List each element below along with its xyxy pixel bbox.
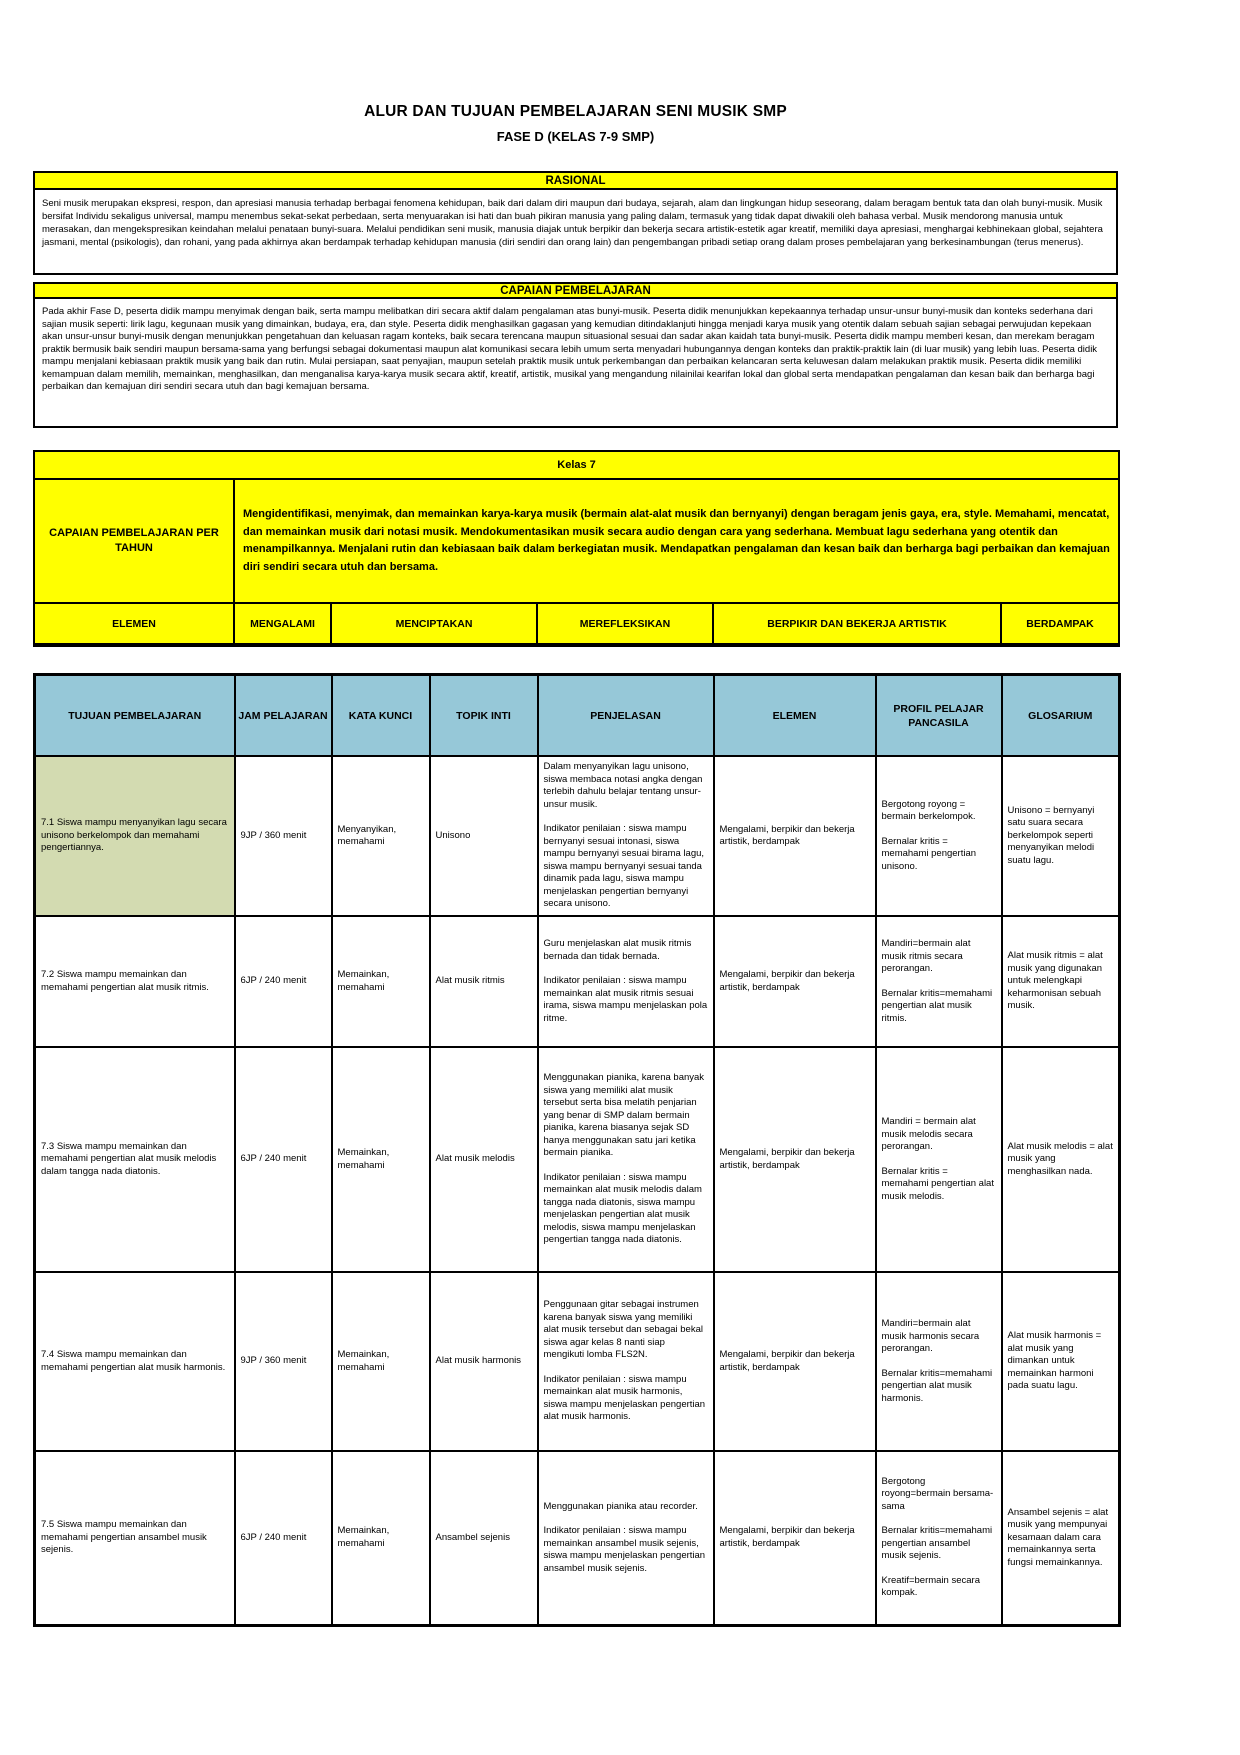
cell-kata-kunci: Memainkan, memahami xyxy=(332,1272,430,1451)
cell-elemen: Mengalami, berpikir dan bekerja artistik, berdampak xyxy=(714,1272,876,1451)
cell-kata-kunci: Memainkan, memahami xyxy=(332,916,430,1047)
cell-elemen: Mengalami, berpikir dan bekerja artistik, berdampak xyxy=(714,1451,876,1625)
penjelasan-paragraph: Indikator penilaian : siswa mampu memainkan alat musik melodis dalam tangga nada diatonis, siswa mampu menjelaskan pengertian alat musik melodis, siswa mampu menjelaskan pengertian tangga nada diatonis. xyxy=(543,1171,702,1246)
rasional-body: Seni musik merupakan ekspresi, respon, dan apresiasi manusia terhadap berbagai fenomena kehidupan, baik dari dalam diri maupun dari budaya, sejarah, alam dan lingkungan hidup seseorang, dalam beragam bentuk tata dan olah bunyi-musik. Musik bersifat Individu sekaligus universal, mampu menembus sekat-sekat perbedaan, serta menyuarakan isi hati dan buah pikiran manusia yang paling dalam, termasuk yang tidak dapat diwakili oleh bahasa verbal. Musik mendorong manusia untuk merasakan, dan mengekspresikan keindahan melalui penataan bunyi-suara. Melalui pendidikan seni musik, manusia diajak untuk berpikir dan bekerja secara artistik-estetik agar kreatif, memiliki daya apresiasi, menghargai kebhinekaan global, sejahtera jasmani, mental (psikologis), dan rohani, yang pada akhirnya akan berdampak terhadap kehidupan manusia (diri sendiri dan orang lain) dan pengembangan pribadi setiap orang dalam proses pembelajaran yang berkesinambungan (terus menerus). xyxy=(33,190,1118,275)
cell-elemen: Mengalami, berpikir dan bekerja artistik, berdampak xyxy=(714,1047,876,1272)
cell-kata-kunci: Menyanyikan, memahami xyxy=(332,756,430,916)
cell-tujuan: 7.3 Siswa mampu memainkan dan memahami pengertian alat musik melodis dalam tangga nada diatonis. xyxy=(35,1047,235,1272)
cell-topik-inti: Ansambel sejenis xyxy=(430,1451,538,1625)
table-row xyxy=(35,1272,1120,1451)
cell-glosarium: Alat musik harmonis = alat musik yang dimankan untuk memainkan harmoni pada suatu lagu. xyxy=(1002,1272,1120,1451)
cell-tujuan: 7.5 Siswa mampu memainkan dan memahami pengertian ansambel musik sejenis. xyxy=(35,1451,235,1625)
table-row xyxy=(35,1047,1120,1272)
cell-profil xyxy=(876,1047,1002,1272)
cell-penjelasan xyxy=(538,756,714,916)
profil-paragraph: Bernalar kritis=memahami pengertian ansambel musik sejenis. xyxy=(881,1525,993,1562)
cell-topik-inti: Alat musik ritmis xyxy=(430,916,538,1047)
penjelasan-paragraph: Indikator penilaian : siswa mampu bernyanyi sesuai intonasi, siswa mampu bernyanyi sesuai birama lagu, siswa mampu bernyanyi sesuai tanda dinamik pada lagu, siswa mampu menjelaskan pengertian bernyanyi secara unisono. xyxy=(543,823,705,910)
table-row xyxy=(35,1451,1120,1625)
cell-profil xyxy=(876,1451,1002,1625)
table-header-row xyxy=(35,675,1120,757)
cell-topik-inti: Unisono xyxy=(430,756,538,916)
elemen-menciptakan: MENCIPTAKAN xyxy=(331,603,537,645)
profil-paragraph: Bernalar kritis = memahami pengertian unisono. xyxy=(881,835,977,872)
cell-profil xyxy=(876,1272,1002,1451)
table-row xyxy=(35,916,1120,1047)
kelas7-table xyxy=(33,450,1120,647)
cell-jam: 6JP / 240 menit xyxy=(235,916,332,1047)
penjelasan-paragraph: Indikator penilaian : siswa mampu memainkan ansambel musik sejenis, siswa mampu menjelaskan pengertian ansambel musik sejenis. xyxy=(543,1525,706,1574)
penjelasan-paragraph: Menggunakan pianika atau recorder. xyxy=(543,1500,698,1512)
cell-elemen: Mengalami, berpikir dan bekerja artistik, berdampak xyxy=(714,916,876,1047)
cell-profil xyxy=(876,916,1002,1047)
tujuan-pembelajaran-table xyxy=(33,673,1121,1627)
cell-penjelasan xyxy=(538,1272,714,1451)
cell-penjelasan xyxy=(538,1047,714,1272)
col-header-profil: PROFIL PELAJAR PANCASILA xyxy=(876,675,1002,757)
elemen-berpikir-artistik: BERPIKIR DAN BEKERJA ARTISTIK xyxy=(713,603,1001,645)
cell-tujuan: 7.2 Siswa mampu memainkan dan memahami pengertian alat musik ritmis. xyxy=(35,916,235,1047)
capaian-body: Pada akhir Fase D, peserta didik mampu menyimak dengan baik, serta mampu melibatkan diri secara aktif dalam pengalaman atas bunyi-musik. Peserta didik menunjukkan kepekaannya terhadap unsur-unsur bunyi-musik dan konteks sederhana dari sajian musik seperti: lirik lagu, kegunaan musik yang dimainkan, budaya, era, dan style. Peserta didik menghasilkan gagasan yang kemudian ditindaklanjuti hingga menjadi karya musik yang otentik dalam sebuah sajian sebagai perwujudan kepekaan akan unsur-unsur bunyi-musik dengan menunjukkan pengetahuan dan keluasan ragam konteks, baik secara terencana maupun situasional sesuai dan sadar akan kaidah tata bunyi-musik. Peserta didik mampu memberi kesan, dan merekam beragam praktik bermusik baik sendiri maupun bersama-sama yang berfungsi sebagai dokumentasi maupun alat komunikasi secara lebih umum serta menyadari hubungannya dengan konteks dan praktik-praktik lain (di luar musik) yang lebih luas. Peserta didik mampu menjalani kebiasaan praktik musik yang baik dan rutin. Mulai persiapan, saat penyajian, maupun setelah praktik musik untuk perkembangan dan perbaikan kelancaran serta keluwesan dalam melakukan praktik musik. Peserta didik memiliki kemampuan dalam memilih, memainkan, menghasilkan, dan menganalisa karya-karya musik secara aktif, kreatif, artistik, musikal yang mengandung nilainilai kearifan lokal dan global serta mendapatkan pengalaman dan kesan baik dan berharga bagi perbaikan dan kemajuan diri sendiri secara utuh dan bagi kemajuan bersama. xyxy=(33,299,1118,428)
penjelasan-paragraph: Guru menjelaskan alat musik ritmis bernada dan tidak bernada. xyxy=(543,938,692,962)
capaian-per-tahun-text: Mengidentifikasi, menyimak, dan memainkan karya-karya musik (bermain alat-alat musik dan bernyanyi) dengan beragam jenis gaya, era, style. Memahami, mencatat, dan memainkan musik dari notasi musik. Mendokumentasikan musik secara audio dengan cara yang sederhana. Membuat lagu sederhana yang otentik dan menampilkannya. Menjalani rutin dan kebiasaan baik dalam berkegiatan musik. Mendapatkan pengalaman dan kesan baik dan berharga bagi perbaikan dan kemajuan diri sendiri secara utuh dan bersama. xyxy=(234,479,1119,603)
penjelasan-paragraph: Penggunaan gitar sebagai instrumen karena banyak siswa yang memiliki alat musik tersebut dan sebagai bekal siswa agar kelas 8 nanti siap mengikuti lomba FLS2N. xyxy=(543,1299,703,1361)
profil-paragraph: Bernalar kritis=memahami pengertian alat musik harmonis. xyxy=(881,1367,993,1404)
kelas7-heading: Kelas 7 xyxy=(34,451,1119,479)
col-header-topik-inti: TOPIK INTI xyxy=(430,675,538,757)
cell-topik-inti: Alat musik melodis xyxy=(430,1047,538,1272)
rasional-heading: RASIONAL xyxy=(33,171,1118,190)
cell-jam: 6JP / 240 menit xyxy=(235,1451,332,1625)
profil-paragraph: Bernalar kritis = memahami pengertian alat musik melodis. xyxy=(881,1165,994,1202)
cell-jam: 6JP / 240 menit xyxy=(235,1047,332,1272)
page-subtitle: FASE D (KELAS 7-9 SMP) xyxy=(496,129,655,144)
cell-glosarium: Unisono = bernyanyi satu suara secara berkelompok seperti menyanyikan melodi suatu lagu. xyxy=(1002,756,1120,916)
penjelasan-paragraph: Menggunakan pianika, karena banyak siswa yang memiliki alat musik tersebut serta bisa melatih penjarian yang benar di SMP dalam bermain pianika, karena biasanya sejak SD hanya menggunakan satu jari ketika bermain pianika. xyxy=(543,1072,705,1159)
capaian-per-tahun-label: CAPAIAN PEMBELAJARAN PER TAHUN xyxy=(34,479,234,603)
cell-glosarium: Alat musik ritmis = alat musik yang digunakan untuk melengkapi keharmonisan sebuah musik. xyxy=(1002,916,1120,1047)
table-row xyxy=(35,756,1120,916)
elemen-mengalami: MENGALAMI xyxy=(234,603,331,645)
profil-paragraph: Bernalar kritis=memahami pengertian alat musik ritmis. xyxy=(881,987,993,1024)
col-header-tujuan: TUJUAN PEMBELAJARAN xyxy=(35,675,235,757)
page-title: ALUR DAN TUJUAN PEMBELAJARAN SENI MUSIK SMP xyxy=(364,103,787,120)
col-header-kata-kunci: KATA KUNCI xyxy=(332,675,430,757)
profil-paragraph: Bergotong royong = bermain berkelompok. xyxy=(881,798,976,823)
penjelasan-paragraph: Indikator penilaian : siswa mampu memainkan alat musik ritmis sesuai irama, siswa mampu menjelaskan pola ritme. xyxy=(543,975,708,1024)
capaian-heading: CAPAIAN PEMBELAJARAN xyxy=(33,282,1118,299)
cell-glosarium: Alat musik melodis = alat musik yang menghasilkan nada. xyxy=(1002,1047,1120,1272)
cell-kata-kunci: Memainkan, memahami xyxy=(332,1451,430,1625)
col-header-glosarium: GLOSARIUM xyxy=(1002,675,1120,757)
cell-jam: 9JP / 360 menit xyxy=(235,1272,332,1451)
col-header-elemen: ELEMEN xyxy=(714,675,876,757)
cell-profil xyxy=(876,756,1002,916)
cell-tujuan: 7.4 Siswa mampu memainkan dan memahami pengertian alat musik harmonis. xyxy=(35,1272,235,1451)
profil-paragraph: Kreatif=bermain secara kompak. xyxy=(881,1574,980,1599)
cell-jam: 9JP / 360 menit xyxy=(235,756,332,916)
cell-glosarium: Ansambel sejenis = alat musik yang mempunyai kesamaan dalam cara memainkannya serta fungsi memainkannya. xyxy=(1002,1451,1120,1625)
col-header-penjelasan: PENJELASAN xyxy=(538,675,714,757)
cell-kata-kunci: Memainkan, memahami xyxy=(332,1047,430,1272)
cell-topik-inti: Alat musik harmonis xyxy=(430,1272,538,1451)
elemen-row-label: ELEMEN xyxy=(34,603,234,645)
profil-paragraph: Mandiri = bermain alat musik melodis secara perorangan. xyxy=(881,1116,976,1152)
cell-elemen: Mengalami, berpikir dan bekerja artistik, berdampak xyxy=(714,756,876,916)
profil-paragraph: Mandiri=bermain alat musik harmonis secara perorangan. xyxy=(881,1318,980,1354)
elemen-berdampak: BERDAMPAK xyxy=(1001,603,1119,645)
profil-paragraph: Bergotong royong=bermain bersama-sama xyxy=(881,1475,994,1512)
cell-penjelasan xyxy=(538,1451,714,1625)
elemen-merefleksikan: MEREFLEKSIKAN xyxy=(537,603,713,645)
col-header-jam: JAM PELAJARAN xyxy=(235,675,332,757)
cell-tujuan: 7.1 Siswa mampu menyanyikan lagu secara unisono berkelompok dan memahami pengertiannya. xyxy=(35,756,235,916)
profil-paragraph: Mandiri=bermain alat musik ritmis secara perorangan. xyxy=(881,938,971,974)
cell-penjelasan xyxy=(538,916,714,1047)
penjelasan-paragraph: Dalam menyanyikan lagu unisono, siswa membaca notasi angka dengan terlebih dahulu belajar tentang unsur-unsur musik. xyxy=(543,761,703,810)
penjelasan-paragraph: Indikator penilaian : siswa mampu memainkan alat musik harmonis, siswa mampu menjelaskan pengertian alat musik harmonis. xyxy=(543,1373,706,1423)
